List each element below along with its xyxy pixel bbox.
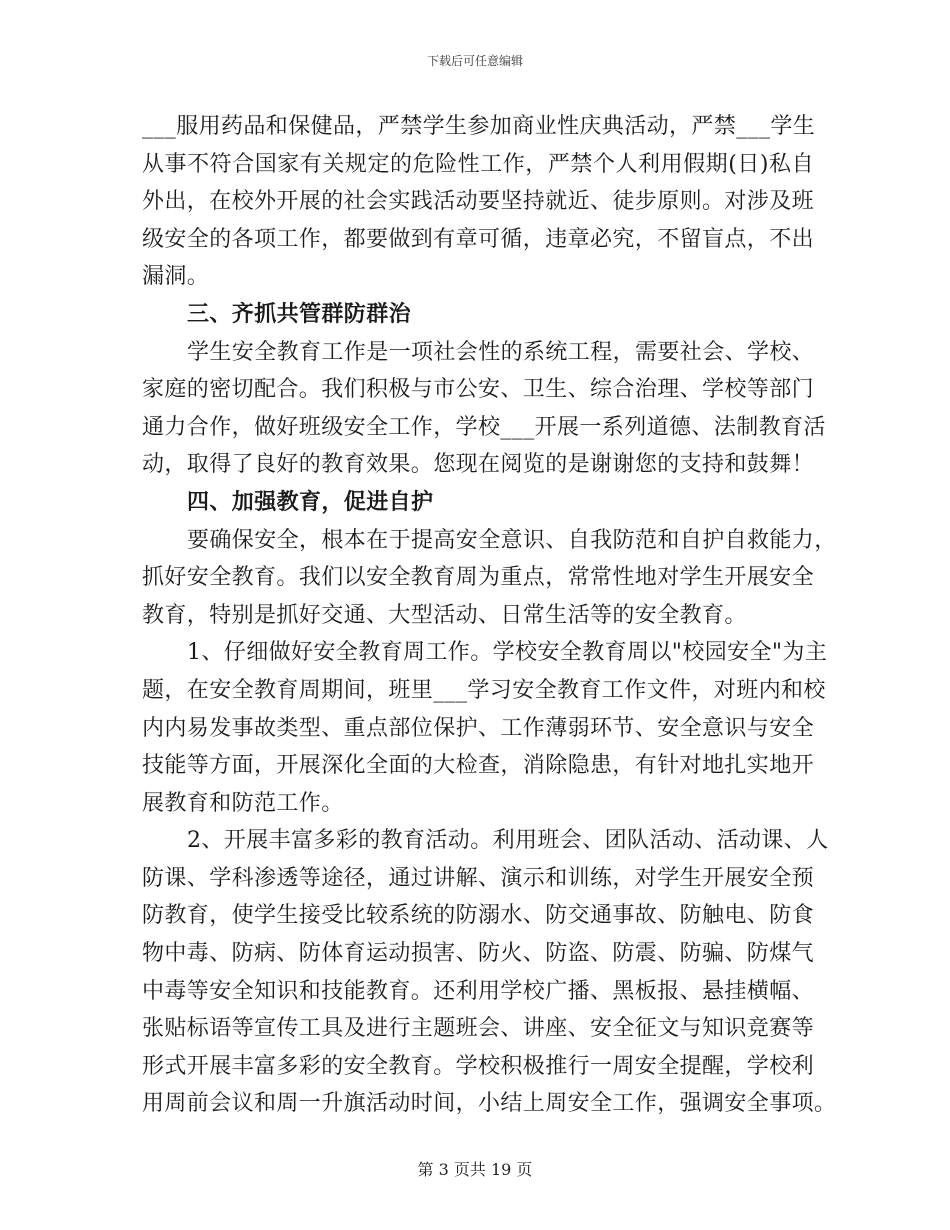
text-line: 动，取得了良好的教育效果。您现在阅览的是谢谢您的支持和鼓舞！ (142, 452, 815, 478)
text-line: 漏洞。 (142, 264, 210, 290)
text-line: 用周前会议和周一升旗活动时间，小结上周安全工作，强调安全事项。 (142, 1091, 837, 1117)
text-line: 家庭的密切配合。我们积极与市公安、卫生、综合治理、学校等部门 (142, 377, 815, 403)
text-line: 外出，在校外开展的社会实践活动要坚持就近、徒步原则。对涉及班 (142, 189, 815, 215)
text-line: 教育，特别是抓好交通、大型活动、日常生活等的安全教育。 (142, 602, 747, 628)
text-line: 物中毒、防病、防体育运动损害、防火、防盗、防震、防骗、防煤气 (142, 941, 815, 967)
text-line: 形式开展丰富多彩的安全教育。学校积极推行一周安全提醒，学校利 (142, 1053, 815, 1079)
section-heading: 四、加强教育，促进自护 (187, 488, 434, 515)
text-line: 张贴标语等宣传工具及进行主题班会、讲座、安全征文与知识竞赛等 (142, 1016, 815, 1042)
text-line: 技能等方面，开展深化全面的大检查，消除隐患，有针对地扎实地开 (142, 753, 815, 779)
document-body (142, 108, 837, 1123)
text-line: 防教育，使学生接受比较系统的防溺水、防交通事故、防触电、防食 (142, 903, 815, 929)
text-line: 防课、学科渗透等途径，通过讲解、演示和训练，对学生开展安全预 (142, 865, 815, 891)
paragraph-first-line: 要确保安全，根本在于提高安全意识、自我防范和自护自救能力， (187, 527, 837, 553)
paragraph-first-line: 学生安全教育工作是一项社会性的系统工程，需要社会、学校、 (187, 339, 815, 365)
text-line: 展教育和防范工作。 (142, 790, 344, 816)
text-line: 中毒等安全知识和技能教育。还利用学校广播、黑板报、悬挂横幅、 (142, 978, 815, 1004)
text-line: 抓好安全教育。我们以安全教育周为重点，常常性地对学生开展安全 (142, 565, 815, 591)
page-header: 下载后可任意编辑 (426, 54, 523, 68)
text-line: 内内易发事故类型、重点部位保护、工作薄弱环节、安全意识与安全 (142, 715, 815, 741)
text-line: 从事不符合国家有关规定的危险性工作，严禁个人利用假期(日)私自 (142, 151, 814, 177)
paragraph-first-line: 2、开展丰富多彩的教育活动。利用班会、团队活动、活动课、人 (187, 828, 829, 854)
text-line: 通力合作，做好班级安全工作，学校___开展一系列道德、法制教育活 (142, 414, 826, 440)
paragraph-first-line: 1、仔细做好安全教育周工作。学校安全教育周以"校园安全"为主 (187, 640, 828, 666)
section-heading: 三、齐抓共管群防群治 (187, 300, 412, 327)
text-line: 级安全的各项工作，都要做到有章可循，违章必究，不留盲点，不出 (142, 226, 815, 252)
text-line: ___服用药品和保健品，严禁学生参加商业性庆典活动，严禁___学生 (142, 114, 816, 139)
text-line: 题，在安全教育周期间，班里___学习安全教育工作文件，对班内和校 (142, 677, 826, 703)
page-number: 第 3 页共 19 页 (417, 1160, 533, 1179)
